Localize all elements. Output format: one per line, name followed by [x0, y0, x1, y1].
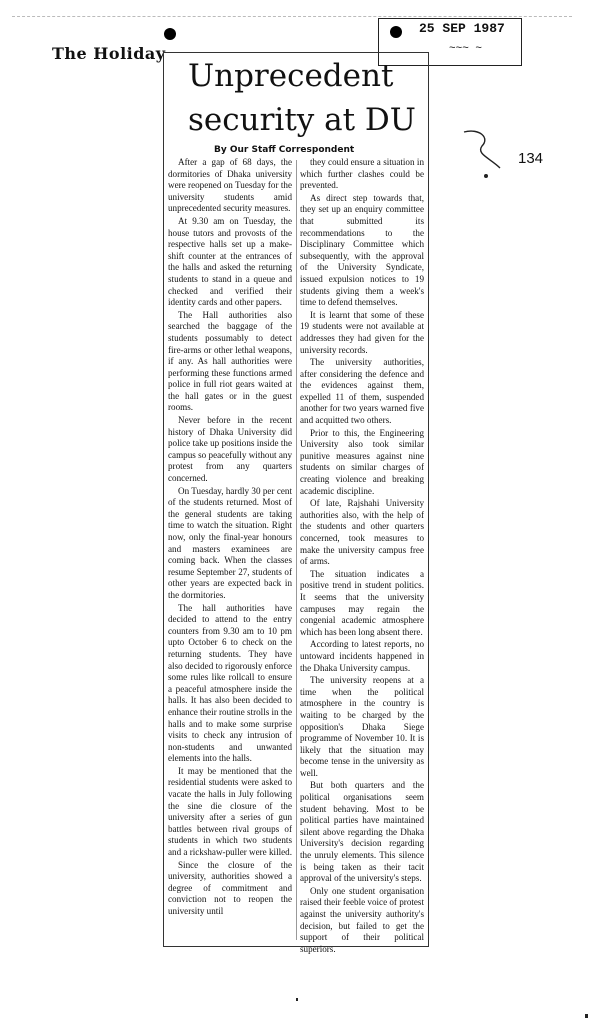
article-paragraph: Never before in the recent history of Dhaka University did police take up positions inside the campus so peacefully without any protest from any quarters concerned.	[168, 415, 292, 484]
scan-speck	[296, 998, 298, 1001]
article-paragraph: Only one student organisation raised their feeble voice of protest against the university authority's decision, but failed to get the support of their political superiors.	[300, 885, 424, 954]
article-column-2	[300, 157, 424, 956]
article-paragraph: Prior to this, the Engineering University also took similar punitive measures against nine students on similar charges of creating violence and breaking academic discipline.	[300, 427, 424, 496]
article-paragraph: It may be mentioned that the residential students were asked to vacate the halls in July following the sine die closure of the university after a series of gun battles between rival groups of students in which two students and a rickshaw-puller were killed.	[168, 765, 292, 858]
article-byline: By Our Staff Correspondent	[214, 145, 355, 155]
punch-hole-left	[164, 28, 176, 40]
article-paragraph: The university authorities, after considering the defence and the evidences against them, expelled 11 of them, suspended another for two years warned five and acquitted two others.	[300, 357, 424, 426]
newspaper-name: The Holiday	[52, 44, 166, 63]
page-number: 134	[518, 150, 544, 167]
column-divider	[296, 160, 297, 940]
headline-line-2: security at DU	[188, 102, 416, 138]
article-column-1	[168, 157, 292, 919]
article-headline	[188, 54, 416, 142]
article-paragraph: The university reopens at a time when the political atmosphere in the country is waiting to be charged by the opposition's Dhaka Siege programme of November 10. It is likely that the situation may become tense in the university as well.	[300, 675, 424, 778]
article-paragraph: they could ensure a situation in which further clashes could be prevented.	[300, 157, 424, 191]
stamp-date: 25 SEP 1987	[419, 21, 505, 36]
article-paragraph: But both quarters and the political organisations seem student behaving. Most to be political parties have maintained silent above regarding the Dhaka University's decision regarding the unruly elements. This silence is being taken as their tacit approval of the university's steps.	[300, 780, 424, 884]
scan-top-edge	[12, 16, 572, 17]
article-paragraph: It is learnt that some of these 19 students were not available at addresses they had given for the university records.	[300, 309, 424, 355]
pen-mark	[460, 124, 520, 184]
stamp-signature: ~~~ ~	[449, 43, 483, 55]
article-paragraph: On Tuesday, hardly 30 per cent of the students returned. Most of the general students are taking time to watch the situation. Right now, only the final-year honours and masters examinees are coming back. When the classes resume September 27, students of other years are expected back in the dormitories.	[168, 485, 292, 600]
article-paragraph: The situation indicates a positive trend in student politics. It seems that the university campuses may regain the congenial academic atmosphere which has been long absent there.	[300, 568, 424, 637]
article-paragraph: Of late, Rajshahi University authorities also, with the help of the students and other quarters concerned, took measures to make the university campus free of arms.	[300, 498, 424, 567]
article-paragraph: As direct step towards that, they set up an enquiry committee that submitted its recommendations to the Disciplinary Committee which subsequently, with the approval of the University Syndicate, issued expulsion notices to 19 students giving them a week's time to defend themselves.	[300, 192, 424, 308]
article-paragraph: Since the closure of the university, authorities showed a degree of commitment and conviction not to reopen the university until	[168, 859, 292, 916]
article-paragraph: The hall authorities have decided to attend to the entry counters from 9.30 am to 10 pm upto October 6 to check on the returning students. They have also decided to rigorously enforce some rules like rollcall to ensure a peaceful atmosphere inside the halls. It has also been decided to enhance their routine strolls in the halls and to make some surprise visits to check any intrusion of non-students and unwanted elements into the halls.	[168, 602, 292, 764]
article-paragraph: According to latest reports, no untoward incidents happened in the Dhaka University campus.	[300, 639, 424, 673]
article-paragraph: At 9.30 am on Tuesday, the house tutors and provosts of the respective halls set up a make-shift counter at the entrances of the halls and asked the returning students to stand in a queue and checked and verified their identity cards and other papers.	[168, 215, 292, 308]
headline-line-1: Unprecedent	[188, 58, 394, 94]
article-paragraph: After a gap of 68 days, the dormitories of Dhaka university were reopened on Tuesday for the university students amid unprecedented security measures.	[168, 157, 292, 214]
article-paragraph: The Hall authorities also searched the baggage of the students possumably to detect fire-arms or other lethal weapons, if any. As hall authorities were performing these functions armed police in full riot gears waited at the hall gates or in the guest rooms.	[168, 309, 292, 413]
scan-speck	[585, 1014, 588, 1018]
